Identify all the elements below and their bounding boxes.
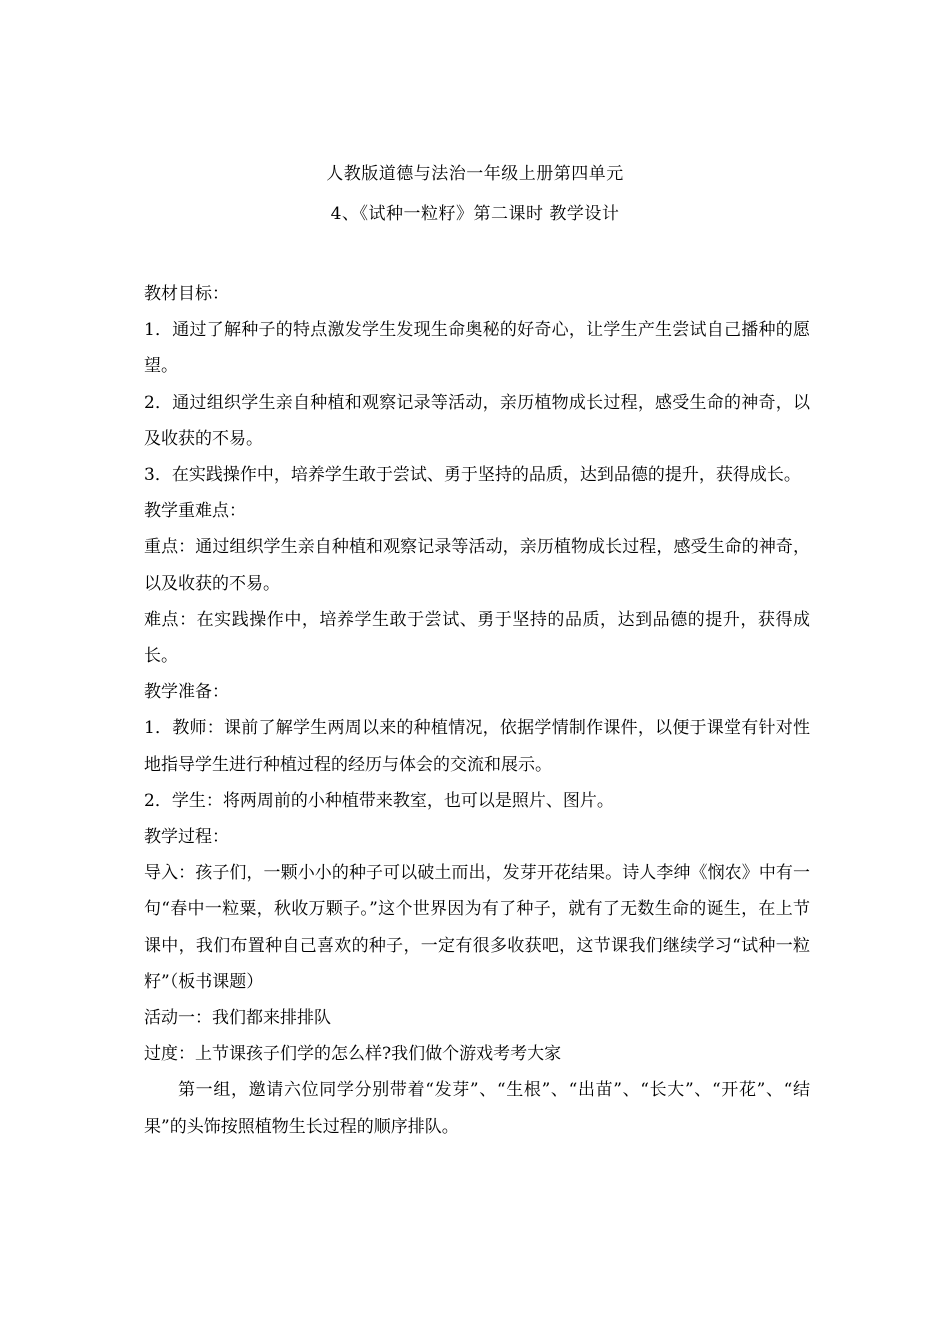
preparation-student: 2．学生：将两周前的小种植带来教室，也可以是照片、图片。	[144, 790, 614, 811]
key-point: 重点：通过组织学生亲自种植和观察记录等活动，亲历植物成长过程，感受生命的神奇，以及收获的不易。	[144, 537, 810, 594]
objective-2: 2．通过组织学生亲自种植和观察记录等活动，亲历植物成长过程，感受生命的神奇，以及收获的不易。	[144, 392, 810, 449]
activity-1-title: 活动一：我们都来排排队	[144, 1008, 331, 1029]
heading-key-points: 教学重难点：	[144, 501, 246, 522]
preparation-teacher: 1．教师：课前了解学生两周以来的种植情况，依据学情制作课件，以便于课堂有针对性地指导学生进行种植过程的经历与体会的交流和展示。	[144, 718, 810, 775]
group-1-text: 第一组，邀请六位同学分别带着“发芽”、“生根”、“出苗”、“长大”、“开花”、“结果”的头饰按照植物生长过程的顺序排队。	[144, 1080, 810, 1137]
difficult-point: 难点：在实践操作中，培养学生敢于尝试、勇于坚持的品质，达到品德的提升，获得成长。	[144, 609, 810, 667]
introduction: 导入：孩子们，一颗小小的种子可以破土而出，发芽开花结果。诗人李绅《悯农》中有一句“春中一粒粟，秋收万颗子。”这个世界因为有了种子，就有了无数生命的诞生，在上节课中，我们布置种自己喜欢的种子，一定有很多收获吧，这节课我们继续学习“试种一粒籽”（板书课题）	[144, 863, 810, 992]
doc-title: 人教版道德与法治一年级上册第四单元	[326, 164, 624, 184]
transition-text: 过度：上节课孩子们学的怎么样?我们做个游戏考考大家	[144, 1044, 562, 1065]
heading-preparation: 教学准备：	[144, 682, 229, 703]
heading-objectives: 教材目标：	[144, 284, 229, 304]
heading-process: 教学过程：	[144, 827, 229, 848]
doc-subtitle: 4、《试种一粒籽》第二课时 教学设计	[330, 204, 620, 224]
objective-3: 3．在实践操作中，培养学生敢于尝试、勇于坚持的品质，达到品德的提升，获得成长。	[144, 465, 801, 486]
doc-body	[144, 276, 810, 1145]
objective-1: 1．通过了解种子的特点激发学生发现生命奥秘的好奇心，让学生产生尝试自己播种的愿望。	[144, 320, 810, 377]
